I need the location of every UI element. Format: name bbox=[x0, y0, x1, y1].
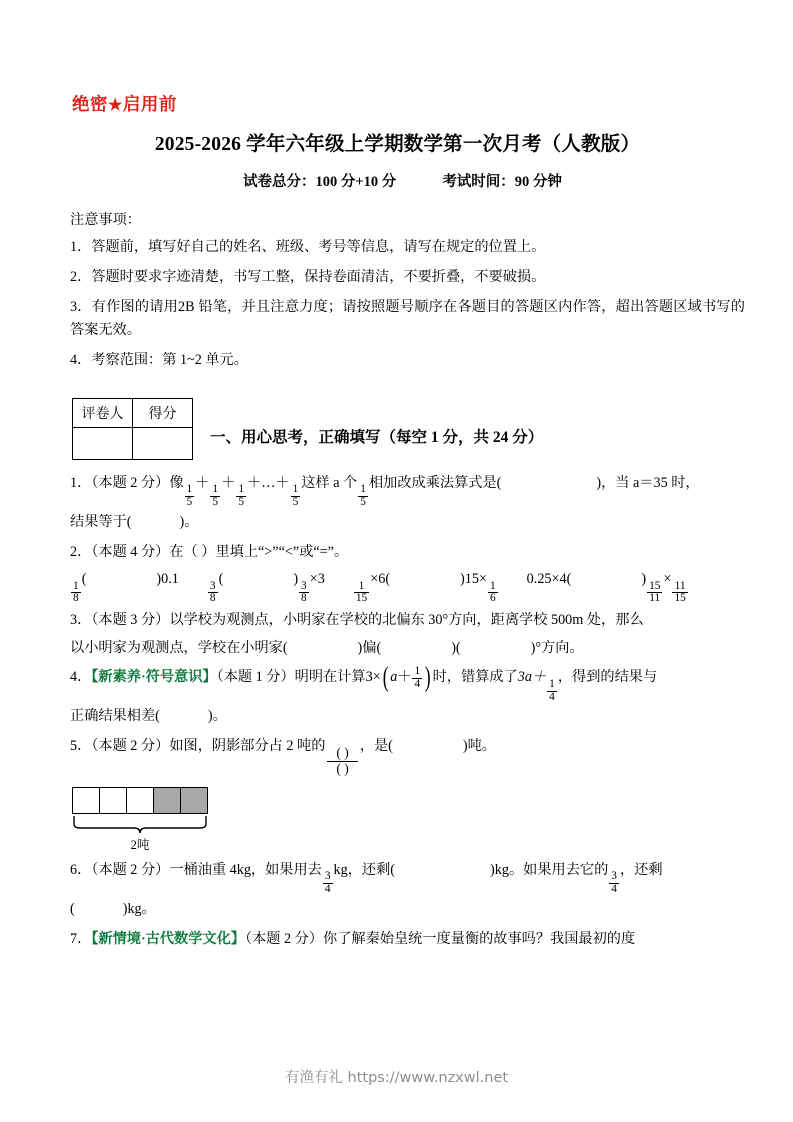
question-3-line-2 bbox=[70, 635, 745, 663]
q3-number: 3． bbox=[70, 612, 92, 628]
q6-number: 6． bbox=[70, 862, 92, 879]
fraction: $\frac{11}{15}$ bbox=[674, 579, 686, 605]
q5-text-c: )吨。 bbox=[462, 737, 496, 754]
bar-cell-shaded bbox=[154, 788, 181, 813]
fraction-one-fifth: $\frac{1}{5}$ bbox=[360, 483, 366, 509]
question-1 bbox=[70, 470, 745, 537]
brace-icon bbox=[72, 815, 208, 837]
fraction: $\frac{1}{6}$ bbox=[489, 579, 496, 605]
q3-line2-b: )偏( bbox=[357, 639, 382, 656]
fraction: $\frac{3}{4}$ bbox=[611, 870, 617, 896]
q7-text: 你了解秦始皇统一度量衡的故事吗？我国最初的度 bbox=[323, 930, 636, 947]
table-row bbox=[73, 399, 193, 428]
fraction-one-fifth: $\frac{1}{5}$ bbox=[238, 483, 244, 509]
q6-text-b: kg，还剩( bbox=[333, 862, 396, 879]
left-paren: ( bbox=[382, 662, 389, 694]
question-3 bbox=[70, 607, 745, 662]
fraction: $\frac{3}{8}$ bbox=[209, 579, 216, 605]
q1-text-b: 这样 a 个 bbox=[301, 475, 358, 491]
q3-line2-a: 以小明家为观测点，学校在小明家( bbox=[70, 639, 288, 656]
q5-text-a: 如图，阴影部分占 2 吨的 bbox=[169, 737, 326, 754]
plus-sign: ＋ bbox=[397, 669, 412, 686]
plus-sign: ＋ bbox=[221, 475, 236, 491]
fraction-bar-diagram bbox=[72, 787, 208, 814]
open-paren: ( bbox=[566, 571, 572, 588]
exam-meta bbox=[70, 170, 745, 191]
notice-item: 2．答题时要求字迹清楚，书写工整，保持卷面清洁，不要折叠，不要破损。 bbox=[70, 269, 546, 285]
q5-points: （本题 2 分） bbox=[91, 737, 170, 754]
question-6 bbox=[70, 857, 745, 924]
q2-text: 在（ ）里填上“>”“<”或“=”。 bbox=[169, 543, 349, 560]
close-paren: ) bbox=[460, 571, 465, 588]
notices-section bbox=[70, 209, 745, 372]
question-6-line-2 bbox=[70, 896, 745, 924]
fraction: $\frac{15}{11}$ bbox=[649, 579, 661, 605]
question-5 bbox=[70, 733, 745, 777]
score-header: 得分 bbox=[133, 399, 193, 428]
grader-score-table bbox=[72, 398, 193, 460]
close-paren: ) bbox=[641, 571, 647, 588]
q6-points: （本题 2 分） bbox=[91, 862, 170, 879]
figure-caption: 2吨 bbox=[130, 838, 150, 853]
q2-item1-right: 0.1 bbox=[161, 571, 179, 588]
q4-expr-a: 3× bbox=[365, 669, 381, 686]
table-row bbox=[73, 428, 193, 460]
fraction-one-fifth: $\frac{1}{5}$ bbox=[212, 483, 219, 509]
section-title: 一、用心思考，正确填写（每空 1 分，共 24 分） bbox=[210, 429, 544, 446]
question-7-line-1 bbox=[70, 926, 745, 954]
open-paren: ( bbox=[218, 571, 224, 588]
grader-name-header: 评卷人 bbox=[73, 399, 133, 428]
q1-line2-b: )。 bbox=[179, 513, 199, 530]
q5-text-b: ，是( bbox=[359, 737, 393, 754]
notice-item: 4．考察范围：第 1~2 单元。 bbox=[70, 352, 248, 368]
q6-line2-b: )kg。 bbox=[122, 900, 156, 917]
bar-cell-empty bbox=[73, 788, 100, 813]
score-cell[interactable] bbox=[133, 428, 193, 460]
q4-text-a: 明明在计算 bbox=[294, 669, 366, 686]
fraction: $\frac{1}{4}$ bbox=[414, 665, 421, 690]
notice-item: 3．有作图的请用2B 铅笔，并且注意力度；请按照题号顺序在各题目的答题区内作答，超出答题区域书写的答案无效。 bbox=[70, 299, 745, 338]
question-2-comparisons bbox=[70, 566, 745, 605]
q2-item2-mul: ×3 bbox=[309, 571, 325, 588]
question-7 bbox=[70, 926, 745, 954]
question-4-line-2 bbox=[70, 703, 745, 731]
bar-cell-empty bbox=[127, 788, 154, 813]
fraction-one-fifth: $\frac{1}{5}$ bbox=[186, 483, 193, 509]
q4-competency-tag: 【新素养·符号意识】 bbox=[91, 669, 217, 686]
q3-line2-d: )°方向。 bbox=[530, 639, 584, 656]
section-one-header bbox=[70, 398, 745, 470]
plus-sign: ＋ bbox=[247, 475, 262, 491]
q3-line-1-text: 以学校为观测点，小明家在学校的北偏东 30°方向，距离学校 500m 处，那么 bbox=[169, 612, 644, 628]
q4-text-c: ，得到的结果与 bbox=[557, 669, 658, 686]
open-paren: ( bbox=[81, 571, 87, 588]
q6-text-c: )kg。如果用去它的 bbox=[490, 862, 609, 879]
q4-text-b: 时，错算成了 bbox=[432, 669, 518, 686]
confidential-label: 绝密 bbox=[72, 94, 108, 114]
q4-line2-b: )。 bbox=[207, 708, 227, 725]
q6-text-d: ，还剩 bbox=[619, 862, 663, 879]
confidential-label-2: 启用前 bbox=[122, 94, 177, 114]
fraction-one-fifth: $\frac{1}{5}$ bbox=[292, 483, 299, 509]
q2-number: 2． bbox=[70, 543, 92, 560]
q7-points: （本题 2 分） bbox=[245, 930, 324, 947]
ellipsis: … bbox=[261, 475, 276, 491]
q1-text-d: )，当 a＝35 时， bbox=[596, 475, 700, 491]
q2-points: （本题 4 分） bbox=[91, 543, 170, 560]
notice-item: 1．答题前，填写好自己的姓名、班级、考号等信息，请写在规定的位置上。 bbox=[70, 239, 546, 255]
q4-points: （本题 1 分） bbox=[216, 669, 295, 686]
q1-text-c: 相加改成乘法算式是( bbox=[368, 475, 502, 491]
question-1-line-1 bbox=[70, 470, 745, 509]
q4-expr-b: 3a＋ bbox=[517, 669, 547, 686]
question-4 bbox=[70, 664, 745, 731]
notices-heading: 注意事项： bbox=[70, 212, 141, 228]
star-icon: ★ bbox=[108, 97, 123, 114]
variable-a: a bbox=[390, 669, 398, 686]
q5-number: 5． bbox=[70, 737, 92, 754]
fraction: $\frac{1}{15}$ bbox=[355, 579, 368, 605]
answer-fraction-blank[interactable]: $\frac{( )}{( )}$ bbox=[327, 746, 357, 777]
total-score-label: 试卷总分：100 分+10 分 bbox=[243, 174, 397, 190]
grader-name-cell[interactable] bbox=[73, 428, 133, 460]
page-title: 2025-2026 学年六年级上学期数学第一次月考（人教版） bbox=[154, 134, 641, 155]
question-6-line-1 bbox=[70, 857, 745, 896]
close-paren: ) bbox=[156, 571, 162, 588]
exam-time-label: 考试时间：90 分钟 bbox=[442, 174, 562, 190]
fraction: $\frac{1}{4}$ bbox=[549, 677, 555, 703]
fraction: $\frac{3}{4}$ bbox=[324, 870, 331, 896]
fraction: $\frac{3}{8}$ bbox=[301, 579, 307, 605]
footer-watermark: 有渔有礼 https://www.nzxwl.net bbox=[284, 1070, 509, 1086]
q1-number: 1． bbox=[70, 475, 92, 491]
q7-number: 7． bbox=[70, 930, 92, 947]
question-2-line-1 bbox=[70, 539, 745, 567]
confidential-banner bbox=[72, 96, 745, 114]
q7-competency-tag: 【新情境·古代数学文化】 bbox=[91, 930, 245, 947]
q1-text-a: 像 bbox=[169, 475, 184, 491]
plus-sign: ＋ bbox=[275, 475, 290, 491]
question-2 bbox=[70, 539, 745, 606]
parenthesized-expression bbox=[381, 664, 433, 692]
curly-brace-icon bbox=[72, 815, 208, 835]
question-5-line-1 bbox=[70, 733, 745, 777]
q2-item3-pre: 15× bbox=[464, 571, 487, 588]
q2-item3-mul: ×6 bbox=[370, 571, 386, 588]
q3-points: （本题 3 分） bbox=[91, 612, 170, 628]
close-paren: ) bbox=[293, 571, 299, 588]
question-3-line-1 bbox=[70, 607, 745, 635]
q6-line2-a: ( bbox=[70, 900, 75, 917]
times-sign: × bbox=[663, 571, 672, 588]
q4-line2-a: 正确结果相差( bbox=[70, 708, 160, 725]
plus-sign: ＋ bbox=[195, 475, 210, 491]
q3-line2-c: )( bbox=[451, 639, 461, 656]
fraction: $\frac{1}{8}$ bbox=[73, 579, 79, 605]
q2-item4-left: 0.25×4 bbox=[526, 571, 567, 588]
right-paren: ) bbox=[424, 662, 431, 694]
bar-cell-shaded bbox=[181, 788, 207, 813]
question-4-line-1 bbox=[70, 664, 745, 703]
q4-number: 4． bbox=[70, 669, 92, 686]
q1-line2-a: 结果等于( bbox=[70, 513, 132, 530]
question-1-line-2 bbox=[70, 509, 745, 537]
question-5-figure bbox=[72, 787, 282, 853]
open-paren: ( bbox=[385, 571, 391, 588]
q6-text-a: 一桶油重 4kg，如果用去 bbox=[169, 862, 322, 879]
bar-cell-empty bbox=[100, 788, 127, 813]
q1-points: （本题 2 分） bbox=[91, 475, 170, 491]
